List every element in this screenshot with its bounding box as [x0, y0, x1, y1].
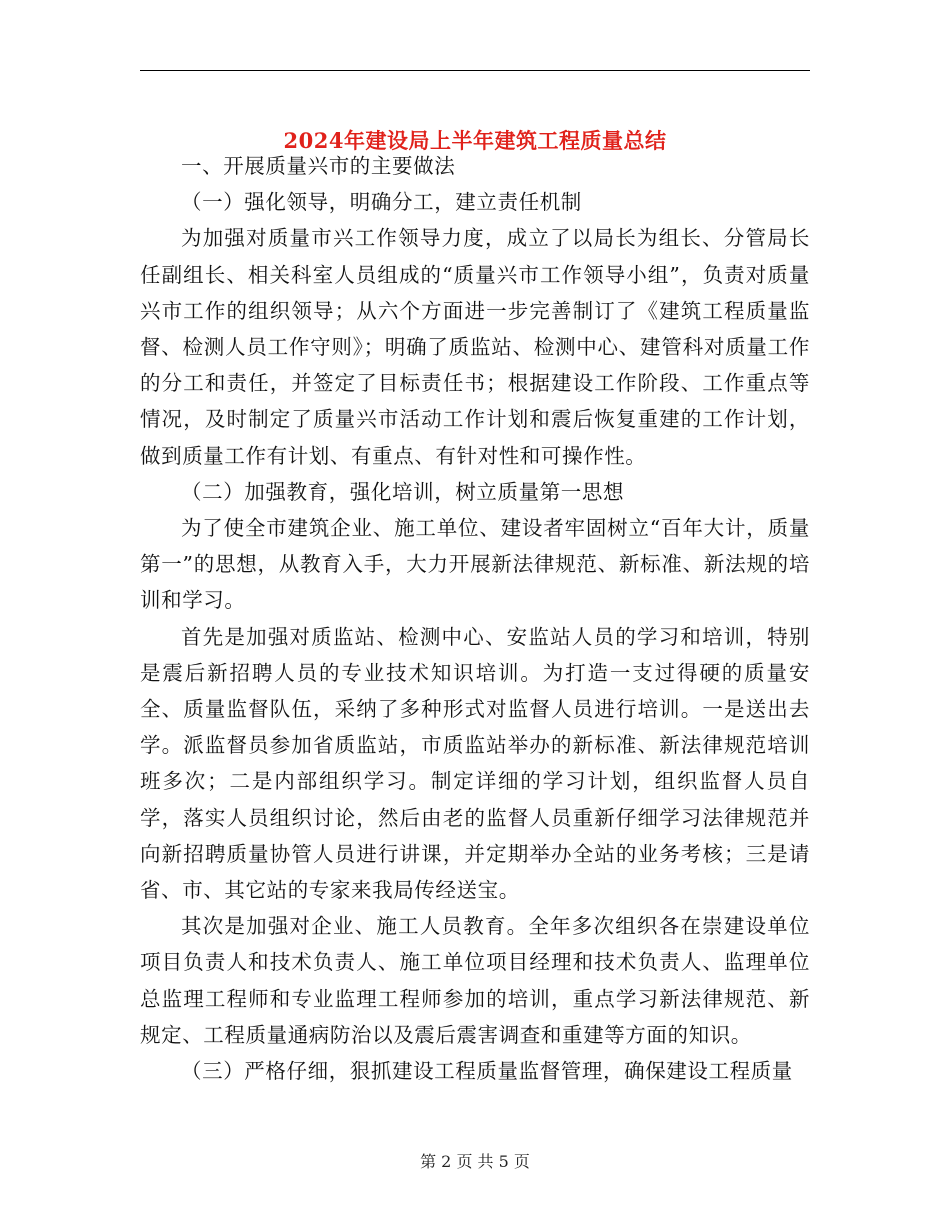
document-body	[140, 148, 810, 1089]
section-heading: 一、开展质量兴市的主要做法	[181, 154, 456, 178]
subsection-heading: （二）加强教育，强化培训，树立质量第一思想	[181, 479, 625, 504]
subsection-heading: （三）严格仔细，狠抓建设工程质量监督管理，确保建设工程质量	[181, 1059, 793, 1084]
page-number: 第 2 页 共 5 页	[420, 1152, 530, 1171]
body-paragraph: 首先是加强对质监站、检测中心、安监站人员的学习和培训，特别是震后新招聘人员的专业技术知识培训。为打造一支过得硬的质量安全、质量监督队伍，采纳了多种形式对监督人员进行培训。一是送出去学。派监督员参加省质监站，市质监站举办的新标准、新法律规范培训班多次；二是内部组织学习。制定详细的学习计划，组织监督人员自学，落实人员组织讨论，然后由老的监督人员重新仔细学习法律规范并向新招聘质量协管人员进行讲课，并定期举办全站的业务考核；三是请省、市、其它站的专家来我局传经送宝。	[140, 624, 810, 903]
subsection-heading: （一）强化领导，明确分工，建立责任机制	[181, 190, 582, 215]
body-paragraph: 为加强对质量市兴工作领导力度，成立了以局长为组长、分管局长任副组长、相关科室人员组成的“质量兴市工作领导小组”，负责对质量兴市工作的组织领导；从六个方面进一步完善制订了《建筑工程质量监督、检测人员工作守则》；明确了质监站、检测中心、建管科对质量工作的分工和责任，并签定了目标责任书；根据建设工作阶段、工作重点等情况，及时制定了质量兴市活动工作计划和震后恢复重建的工作计划，做到质量工作有计划、有重点、有针对性和可操作性。	[140, 226, 810, 468]
document-title: 2024年建设局上半年建筑工程质量总结	[283, 128, 667, 154]
body-paragraph: 其次是加强对企业、施工人员教育。全年多次组织各在崇建设单位项目负责人和技术负责人、施工单位项目经理和技术负责人、监理单位总监理工程师和专业监理工程师参加的培训，重点学习新法律规范、新规定、工程质量通病防治以及震后震害调查和重建等方面的知识。	[140, 914, 810, 1047]
header-rule	[140, 70, 810, 71]
body-paragraph: 为了使全市建筑企业、施工单位、建设者牢固树立“百年大计，质量第一”的思想，从教育入手，大力开展新法律规范、新标准、新法规的培训和学习。	[140, 516, 810, 613]
